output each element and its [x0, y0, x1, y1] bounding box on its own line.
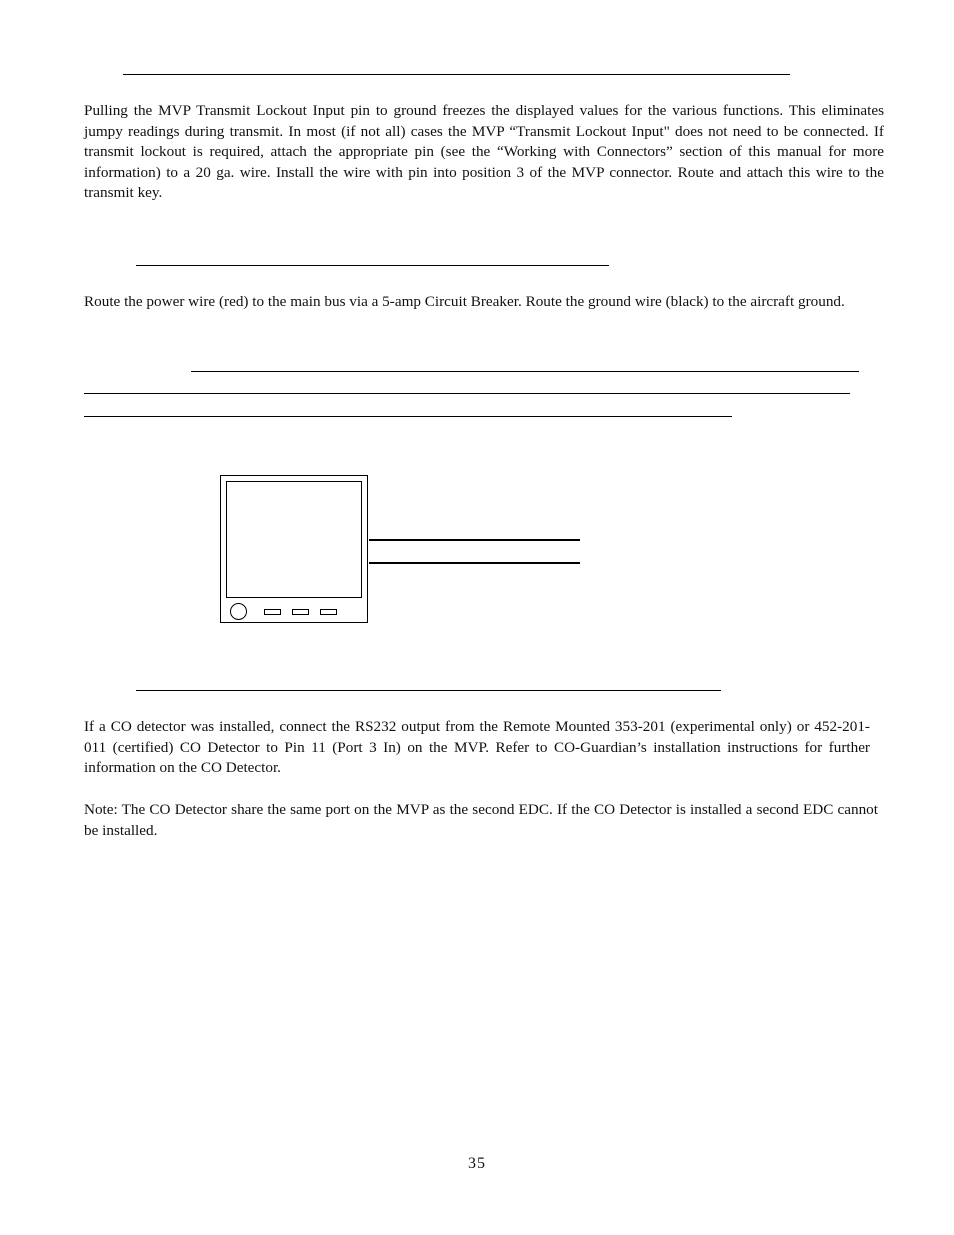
transmit-lockout-paragraph: Pulling the MVP Transmit Lockout Input pin to ground freezes the displayed values for the various functions. This eliminates jumpy readings during transmit. In most (if not all) cases the MVP “Transmit Lockout Input" does not need to be connected. If transmit lockout is required, attach the appropriate pin (see the “Working with Connectors” section of this manual for more information) to a 20 ga. wire. Install the wire with pin into position 3 of the MVP connector. Route and attach this wire to the transmit key.: [84, 102, 884, 201]
co-detector-note: Note: The CO Detector share the same port on the MVP as the second EDC. If the CO Detector is installed a second EDC cannot be installed.: [84, 801, 878, 839]
instrument-button-1: [264, 609, 281, 615]
heading-rule-transmit-lockout: [123, 74, 790, 75]
heading-rule-diagram-line-2: [84, 393, 850, 394]
power-paragraph: Route the power wire (red) to the main bus via a 5-amp Circuit Breaker. Route the ground wire (black) to the aircraft ground.: [84, 293, 845, 310]
instrument-screen: [226, 481, 362, 598]
mvp-instrument-diagram: [220, 475, 368, 623]
page-number: 35: [468, 1155, 486, 1172]
co-detector-paragraph: If a CO detector was installed, connect the RS232 output from the Remote Mounted 353-201 (experimental only) or 452-201-011 (certified) CO Detector to Pin 11 (Port 3 In) on the MVP. Refer to CO-Guardian’s installation instructions for further information on the CO Detector.: [84, 718, 870, 776]
heading-rule-diagram-line-1: [191, 371, 859, 372]
instrument-button-2: [292, 609, 309, 615]
instrument-knob-icon: [230, 603, 247, 620]
diagram-wire-upper: [369, 539, 580, 541]
instrument-button-3: [320, 609, 337, 615]
heading-rule-co-detector: [136, 690, 721, 691]
diagram-wire-lower: [369, 562, 580, 564]
heading-rule-power: [136, 265, 609, 266]
heading-rule-diagram-line-3: [84, 416, 732, 417]
